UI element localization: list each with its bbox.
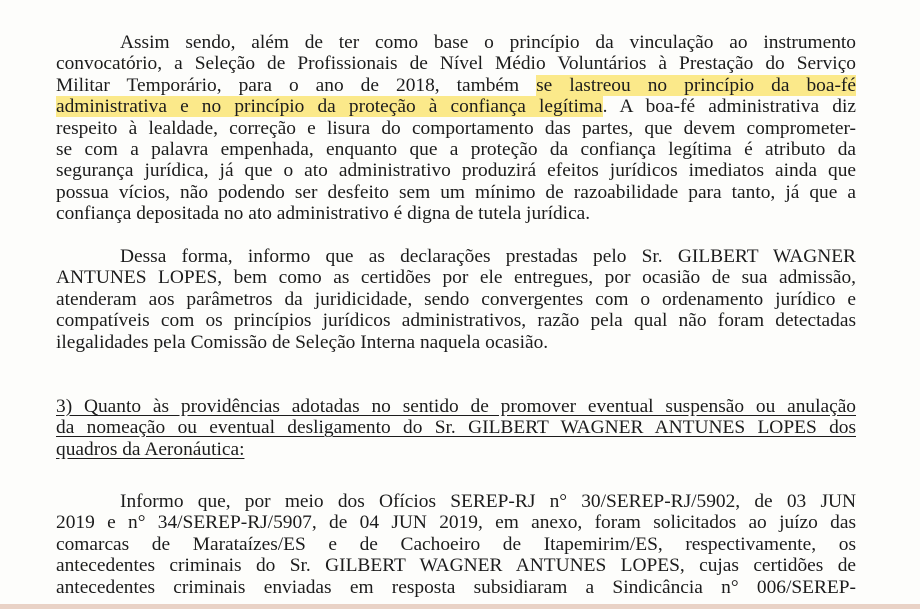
text-line: 3) Quanto às providências adotadas no sentido de promover eventual suspensão ou anulação xyxy=(56,396,856,417)
highlighted-text: se lastreou no princípio da boa-fé xyxy=(536,74,856,96)
text-line: compatíveis com os princípios jurídicos administrativos, razão pela qual não foram detectadas xyxy=(56,310,856,332)
text-line: antecedentes criminais enviadas em resposta subsidiaram a Sindicância n° 006/SEREP- xyxy=(56,576,856,598)
section-item-3-heading xyxy=(56,396,856,460)
text-line: segurança jurídica, já que o ato administrativo produzirá efeitos jurídicos imediatos ainda que xyxy=(56,160,856,182)
paragraph-vinculacao xyxy=(56,32,856,225)
text-line: respeito à lealdade, correção e lisura do comportamento das partes, que devem comprometer- xyxy=(56,117,856,139)
paragraph-oficios xyxy=(56,491,856,598)
text-line: Dessa forma, informo que as declarações prestadas pelo Sr. GILBERT WAGNER xyxy=(120,246,856,267)
text-line: Informo que, por meio dos Ofícios SEREP-RJ n° 30/SEREP-RJ/5902, de 03 JUN xyxy=(120,491,856,512)
text-line: 2019 e n° 34/SEREP-RJ/5907, de 04 JUN 2019, em anexo, foram solicitados ao juízo das xyxy=(56,512,856,534)
text-line: ANTUNES LOPES, bem como as certidões por ele entregues, por ocasião de sua admissão, xyxy=(56,267,856,289)
text-line: da nomeação ou eventual desligamento do Sr. GILBERT WAGNER ANTUNES LOPES dos xyxy=(56,417,856,439)
text-line: possua vícios, não podendo ser desfeito sem um mínimo de razoabilidade para tanto, já que a xyxy=(56,181,856,203)
paragraph-declaracoes xyxy=(56,246,856,353)
highlighted-text: administrativa e no princípio da proteção à confiança legítima xyxy=(56,96,603,118)
text-line xyxy=(56,96,856,117)
text-line: atenderam aos parâmetros da juridicidade, sendo convergentes com o ordenamento jurídico e xyxy=(56,288,856,310)
text-line: se com a palavra empenhada, enquanto que a proteção da confiança legítima é atributo da xyxy=(56,138,856,160)
text-line xyxy=(56,75,856,96)
text-line: comarcas de Marataízes/ES e de Cachoeiro de Itapemirim/ES, respectivamente, os xyxy=(56,533,856,555)
text-segment: . A boa-fé administrativa diz xyxy=(602,96,856,118)
text-line: Assim sendo, além de ter como base o princípio da vinculação ao instrumento xyxy=(120,32,856,53)
underlined-text: quadros da Aeronáutica: xyxy=(56,438,245,460)
page-edge-divider xyxy=(0,604,920,609)
text-line: convocatório, a Seleção de Profissionais de Nível Médio Voluntários à Prestação do Serviço xyxy=(56,53,856,75)
text-line xyxy=(56,439,856,460)
text-line: antecedentes criminais do Sr. GILBERT WAGNER ANTUNES LOPES, cujas certidões de xyxy=(56,555,856,577)
text-line: ilegalidades pela Comissão de Seleção Interna naquela ocasião. xyxy=(56,331,549,353)
text-segment: Militar Temporário, para o ano de 2018, também xyxy=(56,74,537,96)
text-line: confiança depositada no ato administrativo é digna de tutela jurídica. xyxy=(56,203,591,225)
